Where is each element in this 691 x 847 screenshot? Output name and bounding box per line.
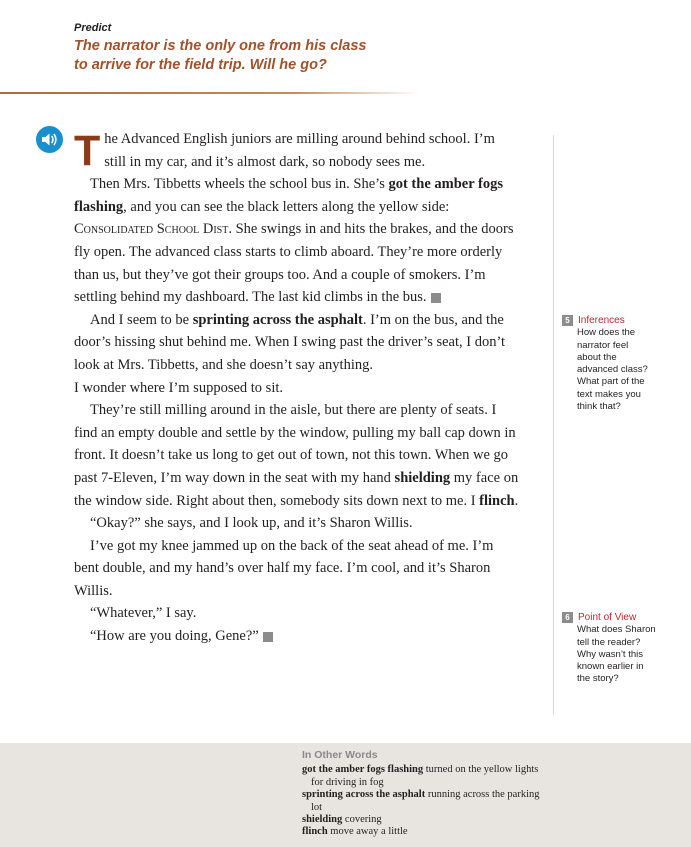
vocab-term: got the amber fogs flashing [74, 176, 503, 215]
predict-question-line1: The narrator is the only one from his class [74, 38, 367, 54]
story-paragraph: “How are you doing, Gene?” 6 [90, 628, 284, 645]
glossary-term: shielding [302, 814, 343, 826]
margin-note-inferences [562, 315, 672, 413]
margin-divider [553, 135, 554, 715]
glossary-term: sprinting across the asphalt [302, 789, 426, 801]
note-body: How does the narrator feel about the advanced class? What part of the text makes you think that? [577, 327, 648, 413]
note-heading: Inferences [578, 315, 625, 326]
audio-play-button[interactable] [36, 126, 63, 153]
note-number: 6 [562, 612, 573, 623]
glossary-definition: move away a little [330, 826, 408, 838]
story-paragraph: Then Mrs. Tibbetts wheels the school bus in. She’s got the amber fogs flashing, and you can see the black letters along the yellow side: Consolidated School Dist. She swings in and hits the brakes, and the doors fly open. The advanced class starts to climb aboard. They’re more orderly than us, but they’ve got their groups too. And a couple of smokers. I’m settling behind my dashboard. The last kid climbs in the bus. 5 [74, 176, 514, 306]
story-paragraph: They’re still milling around in the aisle, but there are plenty of seats. I find an empty double and settle by the window, pulling my ball cap down in front. It doesn’t take us long to get out of town, not this town. When we go past 7-Eleven, I’m way down in the seat with my hand shielding my face on the window side. Right about then, somebody sits down next to me. I flinch. [74, 402, 519, 509]
predict-question-line2: to arrive for the field trip. Will he go? [74, 57, 327, 73]
predict-question [74, 37, 474, 75]
glossary-definition: covering [344, 814, 382, 826]
glossary-entry [302, 826, 542, 838]
in-other-words [302, 749, 542, 839]
story-paragraph: “Okay?” she says, and I look up, and it’s Sharon Willis. [90, 515, 413, 532]
footer-band [0, 743, 691, 847]
story-paragraph: I’ve got my knee jammed up on the back of the seat ahead of me. I’m bent double, and my hand’s over half my face. I’m cool, and it’s Sharon Willis. [74, 537, 494, 599]
vocab-term: sprinting across the asphalt [192, 311, 363, 328]
story-text [74, 128, 520, 648]
glossary-entry [302, 764, 542, 789]
vocab-term: flinch [479, 492, 515, 509]
glossary-term: flinch [302, 826, 328, 838]
note-marker-5: 5 [431, 293, 441, 303]
story-paragraph: And I seem to be sprinting across the asphalt. I’m on the bus, and the door’s hissing shut behind me. When I swing past the driver’s seat, I don’t look at Mrs. Tibbetts, and she doesn’t say anything. [74, 311, 506, 373]
predict-box [74, 22, 474, 75]
margin-note-point-of-view [562, 612, 672, 686]
vocab-term: shielding [394, 469, 451, 486]
note-body: What does Sharon tell the reader? Why wasn’t this known earlier in the story? [577, 624, 656, 685]
note-marker-6: 6 [263, 632, 273, 642]
story-paragraph: I wonder where I’m supposed to sit. [74, 379, 283, 396]
predict-divider [0, 92, 420, 94]
in-other-words-title: In Other Words [302, 749, 378, 761]
story-paragraph: “Whatever,” I say. [90, 605, 197, 622]
glossary-definition: turned on the yellow lights for driving in fog [311, 764, 539, 788]
note-number: 5 [562, 315, 573, 326]
predict-heading: Predict [74, 22, 112, 34]
speaker-icon [41, 132, 58, 147]
glossary-entry [302, 814, 542, 826]
glossary-entry [302, 789, 542, 814]
bus-lettering: Consolidated School Dist. [74, 221, 232, 238]
drop-cap: T [74, 127, 101, 175]
glossary-term: got the amber fogs flashing [302, 764, 424, 776]
glossary-definition: running across the parking lot [311, 789, 540, 813]
story-paragraph: The Advanced English juniors are milling around behind school. I’m still in my car, and it’s almost dark, so nobody sees me. [74, 127, 495, 175]
note-heading: Point of View [578, 612, 637, 623]
